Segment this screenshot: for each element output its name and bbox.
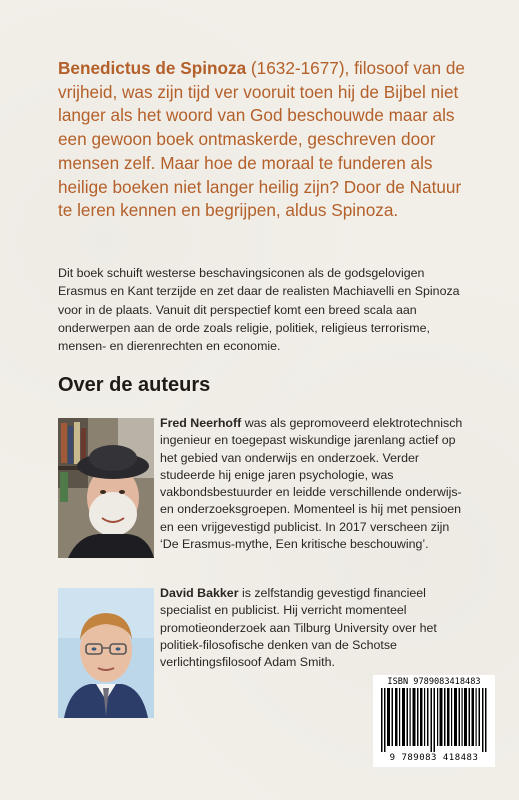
intro-name: Benedictus de Spinoza [58,58,247,78]
author-bio-text: is zelfstandig gevestigd financieel specialist en publicist. Hij verricht momenteel promotieonderzoek aan Tilburg University over het politiek-filosofische denken van de Schotse verlichtingsfilosoof Adam Smith. [160,586,437,670]
author-name: David Bakker [160,586,239,600]
intro-paragraph [58,57,478,223]
isbn-barcode [373,675,495,767]
author-bio-text: was als gepromoveerd elektrotechnisch ingenieur en toegepast wiskundige jarenlang actief op het gebied van onderwijs en onderzoek. Verder studeerde hij enige jaren psychologie, was vakbondsbestuurder en leidde verschillende onderwijs- en onderzoeksgroepen. Momenteel is hij met pensioen en een vrijgevestigd publicist. In 2017 verscheen zijn ‘De Erasmus-mythe, Een kritische beschouwing’. [160,416,463,552]
isbn-digits: 9 789083 418483 [389,753,479,763]
author-bio-david-bakker [160,585,470,671]
section-title: Over de auteurs [58,374,211,396]
author-photo-david-bakker [58,588,154,718]
author-photo-fred-neerhoff [58,418,154,558]
description-paragraph: Dit boek schuift westerse beschavingsiconen als de godsgelovigen Erasmus en Kant terzijde en zet daar de realisten Machiavelli en Spinoza voor in de plaats. Vanuit dit perspectief komt een breed scala aan onderwerpen aan de orde zoals religie, politiek, religieus terrorisme, mensen- en dierenrechten en economie. [58,266,460,354]
author-name: Fred Neerhoff [160,416,242,430]
isbn-label: ISBN 9789083418483 [387,677,481,687]
author-bio-fred-neerhoff [160,415,470,553]
barcode-bars [381,688,487,752]
intro-text: (1632-1677), filosoof van de vrijheid, was zijn tijd ver vooruit toen hij de Bijbel niet langer als het woord van God beschouwde maar als een gewoon boek ontmaskerde, geschreven door mensen zelf. Maar hoe de moraal te funderen als heilige boeken niet langer heilig zijn? Door de Natuur te leren kennen en begrijpen, aldus Spinoza. [58,58,465,221]
